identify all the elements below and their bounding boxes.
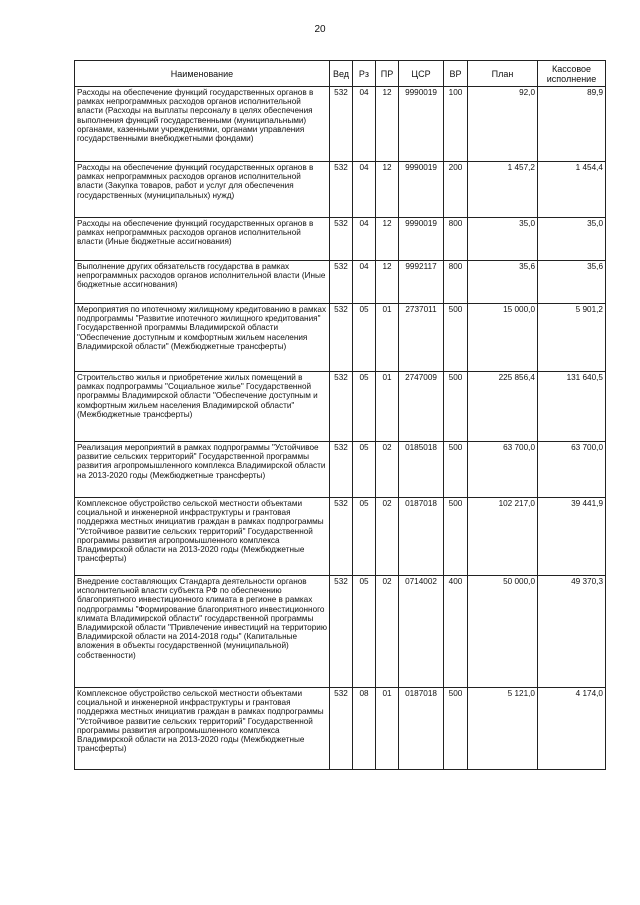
row-name: Комплексное обустройство сельской местности объектами социальной и инженерной инфраструктуры и грантовая поддержка местных инициатив граждан в рамках подпрограммы "Устойчивое развитие сельских территорий" Государственной программы развития агропромышленного комплекса Владимирской области на 2013-2020 годы (Межбюджетные трансферты) bbox=[75, 688, 330, 770]
row-vr: 400 bbox=[444, 576, 468, 688]
row-pr: 12 bbox=[376, 162, 399, 218]
row-plan: 5 121,0 bbox=[468, 688, 538, 770]
row-kassovoe: 5 901,2 bbox=[538, 304, 606, 372]
row-pr: 02 bbox=[376, 498, 399, 576]
row-vr: 500 bbox=[444, 688, 468, 770]
row-kassovoe: 49 370,3 bbox=[538, 576, 606, 688]
table-row bbox=[75, 576, 606, 688]
row-csr: 9992117 bbox=[399, 261, 444, 304]
row-ved: 532 bbox=[330, 576, 353, 688]
row-ved: 532 bbox=[330, 688, 353, 770]
row-plan: 35,0 bbox=[468, 218, 538, 261]
table-header-row bbox=[75, 61, 606, 87]
row-pr: 01 bbox=[376, 304, 399, 372]
row-ved: 532 bbox=[330, 218, 353, 261]
table-row bbox=[75, 498, 606, 576]
row-vr: 800 bbox=[444, 218, 468, 261]
row-kassovoe: 4 174,0 bbox=[538, 688, 606, 770]
row-rz: 04 bbox=[353, 162, 376, 218]
row-csr: 9990019 bbox=[399, 162, 444, 218]
row-plan: 1 457,2 bbox=[468, 162, 538, 218]
table-row bbox=[75, 304, 606, 372]
table-row bbox=[75, 87, 606, 162]
row-vr: 200 bbox=[444, 162, 468, 218]
row-name: Мероприятия по ипотечному жилищному кредитованию в рамках подпрограммы "Развитие ипотечного жилищного кредитования" Государственной программы Владимирской области "Обеспечение доступным и комфортным жильем населения Владимирской области" (Межбюджетные трансферты) bbox=[75, 304, 330, 372]
row-csr: 2747009 bbox=[399, 372, 444, 442]
row-kassovoe: 1 454,4 bbox=[538, 162, 606, 218]
row-name: Расходы на обеспечение функций государственных органов в рамках непрограммных расходов органов исполнительной власти (Иные бюджетные ассигнования) bbox=[75, 218, 330, 261]
row-pr: 02 bbox=[376, 576, 399, 688]
row-ved: 532 bbox=[330, 442, 353, 498]
row-rz: 04 bbox=[353, 87, 376, 162]
row-ved: 532 bbox=[330, 87, 353, 162]
row-kassovoe: 35,0 bbox=[538, 218, 606, 261]
header-ved: Вед bbox=[330, 61, 353, 87]
row-kassovoe: 131 640,5 bbox=[538, 372, 606, 442]
row-pr: 01 bbox=[376, 688, 399, 770]
row-plan: 35,6 bbox=[468, 261, 538, 304]
row-kassovoe: 63 700,0 bbox=[538, 442, 606, 498]
row-csr: 0187018 bbox=[399, 498, 444, 576]
row-csr: 0185018 bbox=[399, 442, 444, 498]
row-plan: 63 700,0 bbox=[468, 442, 538, 498]
row-rz: 05 bbox=[353, 372, 376, 442]
row-name: Строительство жилья и приобретение жилых помещений в рамках подпрограммы "Социальное жилье" Государственной программы Владимирской области "Обеспечение доступным и комфортным жильем населения Владимирской области" (Межбюджетные трансферты) bbox=[75, 372, 330, 442]
table-row bbox=[75, 218, 606, 261]
row-plan: 102 217,0 bbox=[468, 498, 538, 576]
row-plan: 92,0 bbox=[468, 87, 538, 162]
row-csr: 9990019 bbox=[399, 87, 444, 162]
row-vr: 100 bbox=[444, 87, 468, 162]
row-csr: 2737011 bbox=[399, 304, 444, 372]
table-row bbox=[75, 688, 606, 770]
header-rz: Рз bbox=[353, 61, 376, 87]
table-row bbox=[75, 162, 606, 218]
row-ved: 532 bbox=[330, 304, 353, 372]
row-vr: 500 bbox=[444, 498, 468, 576]
header-name: Наименование bbox=[75, 61, 330, 87]
header-vr: ВР bbox=[444, 61, 468, 87]
row-kassovoe: 35,6 bbox=[538, 261, 606, 304]
row-kassovoe: 89,9 bbox=[538, 87, 606, 162]
row-csr: 9990019 bbox=[399, 218, 444, 261]
header-plan: План bbox=[468, 61, 538, 87]
row-kassovoe: 39 441,9 bbox=[538, 498, 606, 576]
page-number: 20 bbox=[314, 24, 326, 35]
row-pr: 12 bbox=[376, 218, 399, 261]
row-ved: 532 bbox=[330, 261, 353, 304]
row-name: Комплексное обустройство сельской местности объектами социальной и инженерной инфраструктуры и грантовая поддержка местных инициатив граждан в рамках подпрограммы "Устойчивое развитие сельских территорий" Государственной программы развития агропромышленного комплекса Владимирской области на 2013-2020 годы (Межбюджетные трансферты) bbox=[75, 498, 330, 576]
row-name: Выполнение других обязательств государства в рамках непрограммных расходов органов исполнительной власти (Иные бюджетные ассигнования) bbox=[75, 261, 330, 304]
row-rz: 05 bbox=[353, 576, 376, 688]
row-rz: 08 bbox=[353, 688, 376, 770]
row-pr: 12 bbox=[376, 261, 399, 304]
row-csr: 0714002 bbox=[399, 576, 444, 688]
row-csr: 0187018 bbox=[399, 688, 444, 770]
row-name: Расходы на обеспечение функций государственных органов в рамках непрограммных расходов органов исполнительной власти (Расходы на выплаты персоналу в целях обеспечения выполнения функций государственными (муниципальными) органами, казенными учреждениями, органами управления государственными внебюджетными фондами) bbox=[75, 87, 330, 162]
row-pr: 12 bbox=[376, 87, 399, 162]
row-rz: 05 bbox=[353, 304, 376, 372]
row-name: Реализация мероприятий в рамках подпрограммы "Устойчивое развитие сельских территорий" Государственной программы развития агропромышленного комплекса Владимирской области на 2013-2020 годы (Межбюджетные трансферты) bbox=[75, 442, 330, 498]
row-vr: 500 bbox=[444, 442, 468, 498]
row-plan: 15 000,0 bbox=[468, 304, 538, 372]
table-row bbox=[75, 261, 606, 304]
row-rz: 04 bbox=[353, 261, 376, 304]
header-pr: ПР bbox=[376, 61, 399, 87]
row-rz: 04 bbox=[353, 218, 376, 261]
row-rz: 05 bbox=[353, 498, 376, 576]
header-kassovoe: Кассовое исполнение bbox=[538, 61, 606, 87]
row-ved: 532 bbox=[330, 372, 353, 442]
row-vr: 500 bbox=[444, 372, 468, 442]
row-plan: 225 856,4 bbox=[468, 372, 538, 442]
row-pr: 01 bbox=[376, 372, 399, 442]
header-csr: ЦСР bbox=[399, 61, 444, 87]
row-ved: 532 bbox=[330, 498, 353, 576]
table-row bbox=[75, 442, 606, 498]
row-ved: 532 bbox=[330, 162, 353, 218]
row-name: Внедрение составляющих Стандарта деятельности органов исполнительной власти субъекта РФ по обеспечению благоприятного инвестиционного климата в регионе в рамках подпрограммы "Формирование благоприятного инвестиционного климата Владимирской области" государственной программы Владимирской области "Привлечение инвестиций на территорию Владимирской области на 2014-2018 годы" (Капитальные вложения в объекты государственной (муниципальной) собственности) bbox=[75, 576, 330, 688]
row-vr: 500 bbox=[444, 304, 468, 372]
row-vr: 800 bbox=[444, 261, 468, 304]
row-plan: 50 000,0 bbox=[468, 576, 538, 688]
table-row bbox=[75, 372, 606, 442]
row-name: Расходы на обеспечение функций государственных органов в рамках непрограммных расходов органов исполнительной власти (Закупка товаров, работ и услуг для обеспечения государственных (муниципальных) нужд) bbox=[75, 162, 330, 218]
row-rz: 05 bbox=[353, 442, 376, 498]
budget-table bbox=[74, 60, 606, 770]
row-pr: 02 bbox=[376, 442, 399, 498]
